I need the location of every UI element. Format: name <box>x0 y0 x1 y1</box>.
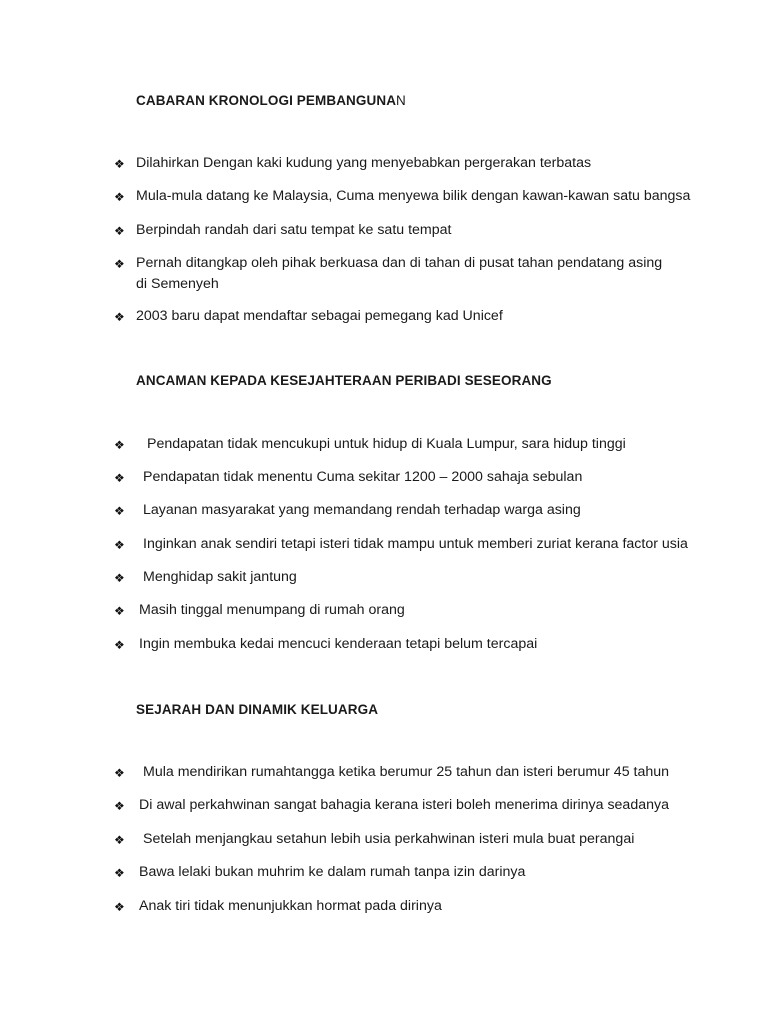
list-item: Pendapatan tidak menentu Cuma sekitar 1200 – 2000 sahaja sebulan <box>143 469 583 485</box>
list-item: Inginkan anak sendiri tetapi isteri tidak mampu untuk memberi zuriat kerana factor usia <box>143 536 688 552</box>
bullet-icon: ❖ <box>114 638 125 652</box>
list-item: Berpindah randah dari satu tempat ke satu tempat <box>136 222 452 238</box>
bullet-icon: ❖ <box>114 538 125 552</box>
list-item: 2003 baru dapat mendaftar sebagai pemegang kad Unicef <box>136 308 503 324</box>
bullet-icon: ❖ <box>114 224 125 238</box>
section-heading-text: CABARAN KRONOLOGI PEMBANGUNA <box>136 93 397 108</box>
list-item: Dilahirkan Dengan kaki kudung yang menyebabkan pergerakan terbatas <box>136 155 592 171</box>
bullet-icon: ❖ <box>114 438 125 452</box>
list-item: Di awal perkahwinan sangat bahagia kerana isteri boleh menerima dirinya seadanya <box>139 797 669 813</box>
bullet-icon: ❖ <box>114 833 125 847</box>
list-item: Masih tinggal menumpang di rumah orang <box>139 602 405 618</box>
bullet-icon: ❖ <box>114 900 125 914</box>
list-item: Pendapatan tidak mencukupi untuk hidup di Kuala Lumpur, sara hidup tinggi <box>147 436 626 452</box>
section-heading-sejarah <box>136 702 378 717</box>
bullet-icon: ❖ <box>114 866 125 880</box>
bullet-icon: ❖ <box>114 571 125 585</box>
bullet-icon: ❖ <box>114 604 125 618</box>
section-heading-ancaman <box>136 373 552 388</box>
list-item: Bawa lelaki bukan muhrim ke dalam rumah tanpa izin darinya <box>139 864 526 880</box>
bullet-icon: ❖ <box>114 799 125 813</box>
section-heading-text: ANCAMAN KEPADA KESEJAHTERAAN PERIBADI SESEORANG <box>136 373 552 388</box>
bullet-icon: ❖ <box>114 257 125 271</box>
bullet-icon: ❖ <box>114 766 125 780</box>
section-heading-tail: N <box>396 93 406 108</box>
bullet-icon: ❖ <box>114 310 125 324</box>
bullet-icon: ❖ <box>114 504 125 518</box>
section-heading-cabaran <box>136 93 406 108</box>
list-item: Mula mendirikan rumahtangga ketika berumur 25 tahun dan isteri berumur 45 tahun <box>143 764 670 780</box>
list-item: Ingin membuka kedai mencuci kenderaan tetapi belum tercapai <box>139 636 538 652</box>
list-item: Pernah ditangkap oleh pihak berkuasa dan di tahan di pusat tahan pendatang asing di Semenyeh <box>136 255 663 292</box>
section-heading-text: SEJARAH DAN DINAMIK KELUARGA <box>136 702 379 717</box>
list-item: Menghidap sakit jantung <box>143 569 297 585</box>
list-item: Setelah menjangkau setahun lebih usia perkahwinan isteri mula buat perangai <box>143 831 635 847</box>
bullet-icon: ❖ <box>114 157 125 171</box>
list-item: Anak tiri tidak menunjukkan hormat pada dirinya <box>139 898 442 914</box>
bullet-icon: ❖ <box>114 190 125 204</box>
list-item: Layanan masyarakat yang memandang rendah terhadap warga asing <box>143 502 581 518</box>
list-item: Mula-mula datang ke Malaysia, Cuma menyewa bilik dengan kawan-kawan satu bangsa <box>136 188 691 204</box>
bullet-icon: ❖ <box>114 471 125 485</box>
